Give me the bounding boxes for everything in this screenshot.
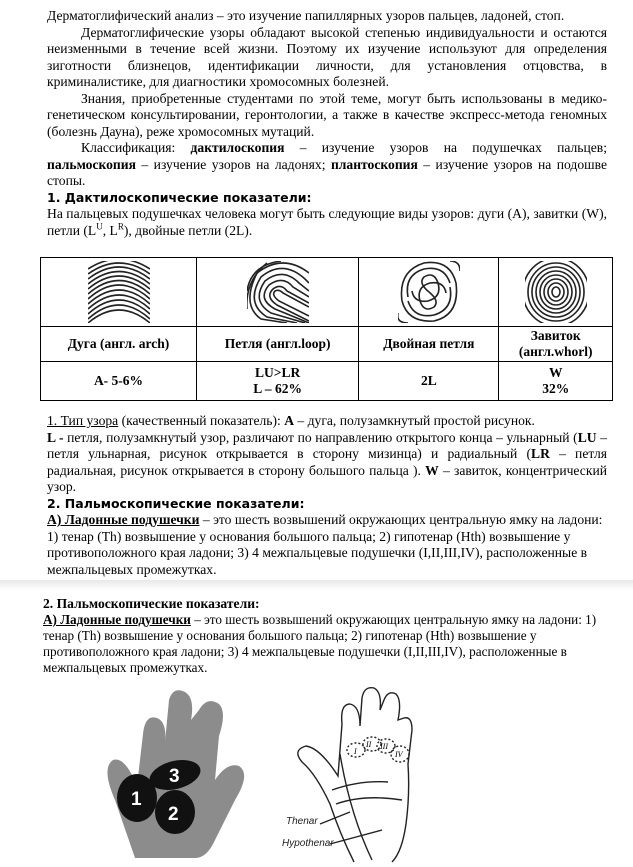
pad-label-2: 2	[168, 804, 179, 825]
loop-fingerprint-image	[247, 261, 309, 323]
arch-image-cell	[41, 258, 197, 327]
page-break-shadow	[0, 580, 633, 590]
fingerprint-table	[40, 257, 613, 401]
pattern-type-block	[47, 413, 607, 578]
arch-fingerprint-image	[88, 261, 150, 323]
pad-IV: IV	[395, 750, 403, 759]
hypothenar-label: Hypothenar	[282, 838, 334, 849]
arch-value: А- 5-6%	[41, 362, 197, 401]
double-loop-image-cell	[359, 258, 499, 327]
whorl-image-cell	[499, 258, 613, 327]
arch-name: Дуга (англ. arch)	[41, 327, 197, 362]
loop-image-cell	[197, 258, 359, 327]
pad-label-1: 1	[131, 789, 142, 810]
uniqueness-paragraph: Дерматоглифические узоры обладают высокой степенью индивидуальности и остаются неизменными в течение всей жизни. Поэтому их изучение используют для определения зиготности близнецов, идентификации личности, для установления отцовства, в криминалистике, для диагностики хромосомных болезней.	[47, 24, 607, 89]
classification-paragraph: Классификация: дактилоскопия – изучение узоров на подушечках пальцев; пальмоскопия – изучение узоров на ладонях; плантоскопия – изучение узоров на подошве стопы.	[47, 140, 607, 188]
pad-III: III	[380, 742, 388, 751]
intro-paragraph	[47, 8, 607, 239]
loop-value: LU>LR L – 62%	[197, 362, 359, 401]
double-loop-fingerprint-image	[398, 261, 460, 323]
pad-II: II	[366, 740, 372, 749]
pad-I: I	[354, 747, 357, 756]
section2-repeat-text: А) Ладонные подушечки – это шесть возвышений окружающих центральную ямку на ладони: 1) тенар (Th) возвышение у основания большого пальца; 2) гипотенар (Hth) возвышение у противоположного края ладони; 3) 4 межпальцевые подушечки (I,II,III,IV), расположенные в межпальцевых промежутках.	[43, 612, 597, 675]
whorl-value: W 32%	[499, 362, 613, 401]
pad-label-3: 3	[169, 766, 180, 787]
palm-pads-figure	[95, 690, 265, 860]
knowledge-paragraph: Знания, приобретенные студентами по этой теме, могут быть использованы в медико-генетическом консультировании, геронтологии, а также в качестве экспресс-метода геномных (болезнь Дауна), реже хромосомных мутаций.	[47, 90, 607, 139]
pattern-type-text: 1. Тип узора (качественный показатель): А – дуга, полузамкнутый простой рисунок. L - петля, полузамкнутый узор, различают по направлению открытого конца – ульнарный (LU – петля ульнарная, рисунок открывается в сторону мизинца) и радиальный (LR – петля радиальная, рисунок открывается в сторону большого пальца ). W – завиток, концентрический узор.	[47, 413, 608, 494]
section2-heading: 2. Пальмоскопические показатели:	[47, 495, 305, 511]
section2-repeat-block	[43, 596, 613, 676]
double-loop-name: Двойная петля	[359, 327, 499, 362]
definition-line: Дерматоглифический анализ – это изучение папиллярных узоров пальцев, ладоней, стоп.	[47, 8, 565, 23]
loop-name: Петля (англ.loop)	[197, 327, 359, 362]
double-loop-value: 2L	[359, 362, 499, 401]
section2-text: А) Ладонные подушечки – это шесть возвышений окружающих центральную ямку на ладони: 1) тенар (Th) возвышение у основания большого пальца; 2) гипотенар (Hth) возвышение у противоположного края ладони; 3) 4 межпальцевые подушечки (I,II,III,IV), расположенные в межпальцевых промежутках.	[47, 512, 603, 577]
section2-repeat-heading: 2. Пальмоскопические показатели:	[43, 596, 260, 611]
section1-heading: 1. Дактилоскопические показатели:	[47, 189, 312, 205]
whorl-fingerprint-image	[525, 261, 587, 323]
thenar-label: Thenar	[286, 816, 318, 827]
whorl-name: Завиток (англ.whorl)	[499, 327, 613, 362]
palm-outline-figure	[280, 684, 470, 864]
section1-text: На пальцевых подушечках человека могут быть следующие виды узоров: дуги (А), завитки (W), петли ($L^U$, $L^R$), двойные петли (2L).	[47, 206, 607, 238]
